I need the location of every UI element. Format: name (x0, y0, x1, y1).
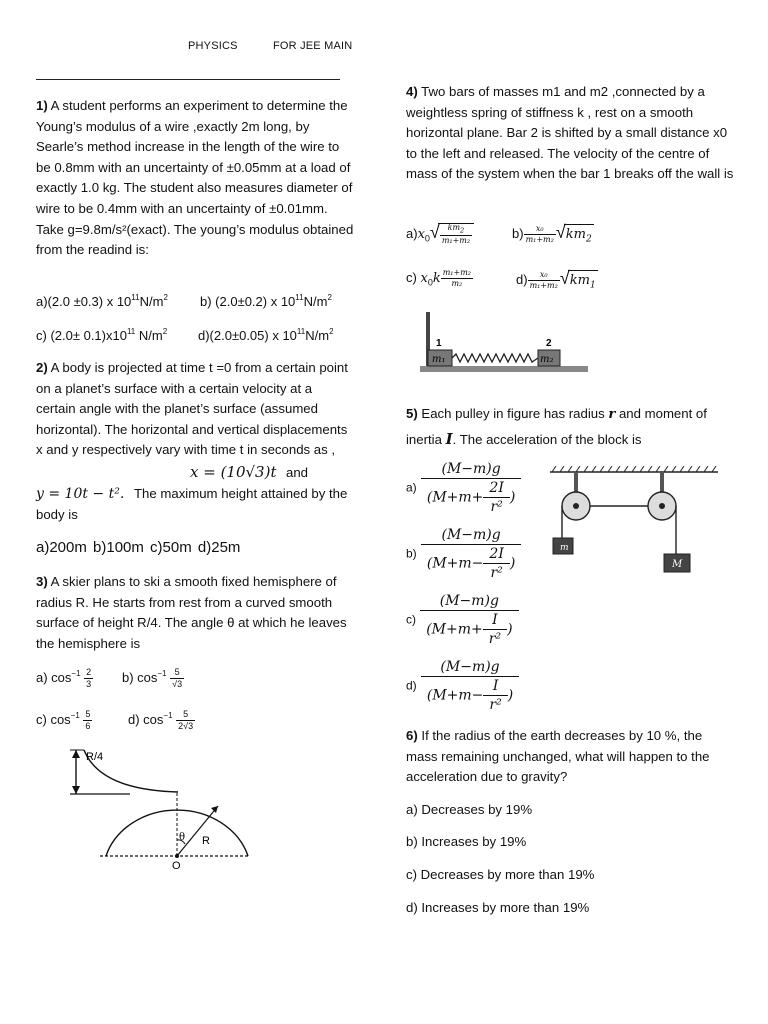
q1-option-a: a)(2.0 ±0.3) x $10^{11}N/m^2$ (36, 293, 168, 309)
question-2 (36, 358, 354, 461)
q4-fig-label-2: 2 (546, 338, 552, 349)
q3-fig-height-label: R/4 (86, 751, 104, 763)
q3-option-c: c) $\cos^{-1}$ $\frac{5}{6}$ (36, 709, 91, 732)
q2-tail: The maximum height attained by the body is (36, 486, 348, 522)
question-5: 5) Each pulley in figure has radius r and moment of inertia I. The acceleration of the block is (406, 406, 707, 448)
q5-option-b: b) (M−m)g (M+m− $\frac{2I}{\text{r²}}$ ) (406, 528, 521, 580)
q2-equation-x: x = (10√3)t (190, 463, 277, 481)
q4-spring-figure (420, 308, 588, 372)
q3-fig-radius-label: R (202, 835, 210, 847)
q1-option-b: b) (2.0±0.2) x $10^{11}N/m^2$ (200, 293, 332, 309)
q3-hemisphere-figure (60, 744, 250, 874)
question-3-text: A skier plans to ski a smooth fixed hemisphere of radius R. He starts from rest from a curved smooth surface of height R/4. The angle θ at which he leaves the hemisphere is (36, 574, 347, 651)
q2-equation-y: y = 10t − t². (36, 486, 125, 502)
question-3 (36, 572, 358, 654)
q3-fig-center-label: O (172, 860, 181, 872)
question-5-number: 5) (406, 406, 418, 421)
target-header: FOR JEE MAIN (273, 40, 353, 52)
q4-fig-m1: m₁ (432, 354, 446, 365)
q1-option-c: c) $(2.0\pm 0.1)x10^{11}$ $N/m^2$ (36, 327, 168, 343)
subject-header: PHYSICS (188, 40, 238, 52)
question-6-text: If the radius of the earth decreases by 10 %, the mass remaining unchanged, what will happen to the acceleration due to gravity? (406, 728, 710, 785)
question-4-number: 4) (406, 84, 418, 99)
question-4-text: Two bars of masses m1 and m2 ,connected by a weightless spring of stiffness k , rest on a smooth horizontal plane. Bar 2 is shifted by a small distance x0 to the left and released. The velocity of the centre of mass of the system when the bar 1 breaks off the wall is (406, 84, 734, 182)
q5-option-c: c) (M−m)g (M+m+ $\frac{I}{\text{r²}}$ ) (406, 594, 519, 646)
q6-option-c: c) Decreases by more than 19% (406, 867, 595, 882)
q5-fig-small-mass: m (560, 543, 569, 553)
q6-option-a: a) Decreases by 19% (406, 802, 533, 817)
q2-and: and (286, 465, 309, 480)
q3-option-d: d) $\cos^{-1}$ $\frac{5}{2√3}$ (128, 709, 194, 732)
q4-option-a: $a)x_0√$ $\frac{km_2}{\text{m₁+m₂}}$ (406, 222, 474, 249)
question-3-number: 3) (36, 574, 48, 589)
q5-option-a: a) (M−m)g (M+m+ $\frac{2I}{\text{r²}}$ ) (406, 462, 521, 514)
question-1 (36, 96, 354, 261)
question-6 (406, 726, 736, 788)
question-1-number: 1) (36, 98, 48, 113)
q2-options: a)200m b)100m c)50m d)25m (36, 539, 241, 556)
q4-option-b: b) $\frac{\text{x₀}}{\text{m₁+m₂}}$ $√km_2$ (512, 222, 594, 250)
q5-pulley-figure (548, 466, 720, 578)
q3-option-a: a) $\cos^{-1}$ $\frac{2}{3}$ (36, 667, 92, 690)
q5-fig-large-mass: M (672, 559, 683, 570)
q5-inertia-symbol: I (445, 430, 453, 448)
q4-fig-m2: m₂ (540, 354, 554, 365)
q4-option-c: c) $x_0k$ $\frac{\text{m₁+m₂}}{\text{m₂}}$ (406, 268, 472, 289)
question-6-number: 6) (406, 728, 418, 743)
question-1-text: A student performs an experiment to determine the Young’s modulus of a wire ,exactly 2m long, by Searle’s method increase in the length of the wire to be 0.8mm with an uncertainty of ±0.05mm at a load of exactly 1.0 kg. The student also measures diameter of wire to be 0.4mm with an uncertainty of ±0.01mm. Take g=9.8m/s²(exact). The young’s modulus obtained from the readind is: (36, 98, 354, 258)
q6-option-b: b) Increases by 19% (406, 834, 527, 849)
q6-option-d: d) Increases by more than 19% (406, 900, 590, 915)
q5-option-d: d) (M−m)g (M+m− $\frac{I}{\text{r²}}$ ) (406, 660, 519, 712)
question-2-number: 2) (36, 360, 48, 375)
q1-option-d: d)(2.0±0.05) x $10^{11}N/m^2$ (198, 327, 334, 343)
question-4 (406, 82, 736, 185)
q4-fig-label-1: 1 (436, 338, 442, 349)
question-2-text: A body is projected at time t =0 from a certain point on a planet’s surface with a certain velocity at a certain angle with the planet’s surface (assumed horizontal). The horizontal and vertical displacements x and y respectively vary with time t in seconds as , (36, 360, 348, 458)
q4-option-d: d) $\frac{\text{x₀}}{\text{m₁+m₂}}$ $√km_1$ (516, 268, 598, 296)
q3-option-b: b) $\cos^{-1}$ $\frac{5}{√3}$ (122, 667, 183, 690)
header-rule (36, 79, 340, 80)
q3-fig-theta-label: θ (179, 832, 186, 843)
q5-radius-symbol: r (608, 407, 616, 422)
